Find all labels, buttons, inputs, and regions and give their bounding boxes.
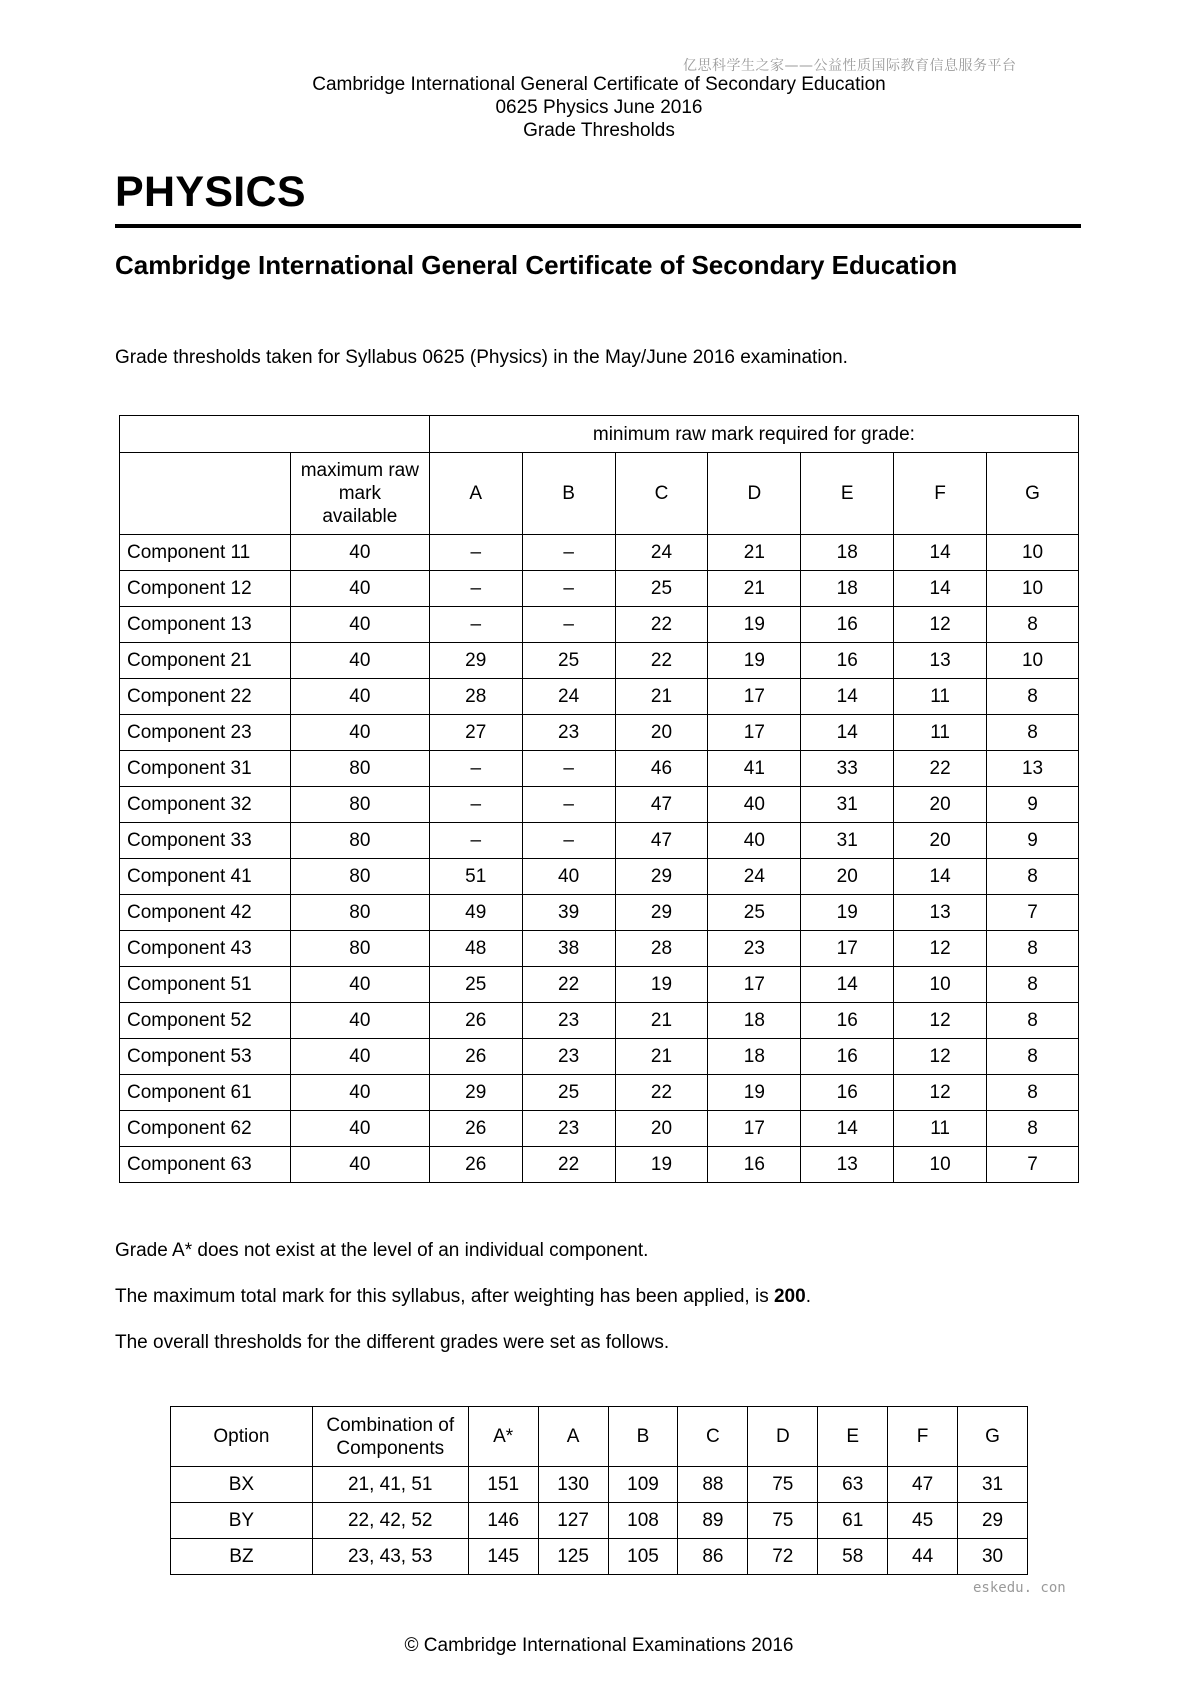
grade-mark-cell: 49 bbox=[429, 895, 522, 931]
grade-mark-cell: 21 bbox=[708, 535, 801, 571]
table-row bbox=[120, 535, 1079, 571]
grade-mark-cell: 31 bbox=[801, 823, 894, 859]
grade-header: G bbox=[987, 453, 1079, 535]
grade-mark-cell: 29 bbox=[615, 895, 708, 931]
grade-mark-cell: 26 bbox=[429, 1039, 522, 1075]
grade-mark-cell: 29 bbox=[958, 1503, 1028, 1539]
note-max-total-text: The maximum total mark for this syllabus, after weighting has been applied, is bbox=[115, 1286, 774, 1307]
grade-mark-cell: 20 bbox=[801, 859, 894, 895]
max-mark-cell: 40 bbox=[290, 1075, 429, 1111]
grade-group-header: minimum raw mark required for grade: bbox=[429, 416, 1078, 453]
watermark-top: 亿思科学生之家——公益性质国际教育信息服务平台 bbox=[683, 58, 1017, 74]
grade-mark-cell: 26 bbox=[429, 1111, 522, 1147]
grade-mark-cell: 39 bbox=[522, 895, 615, 931]
grade-mark-cell: 22 bbox=[615, 643, 708, 679]
grade-mark-cell: 23 bbox=[522, 715, 615, 751]
grade-mark-cell: 38 bbox=[522, 931, 615, 967]
grade-header: A bbox=[429, 453, 522, 535]
grade-mark-cell: 22 bbox=[894, 751, 987, 787]
grade-mark-cell: 75 bbox=[748, 1503, 818, 1539]
max-mark-cell: 40 bbox=[290, 643, 429, 679]
grade-mark-cell: 14 bbox=[894, 535, 987, 571]
grade-mark-cell: 8 bbox=[987, 679, 1079, 715]
grade-mark-cell: 22 bbox=[615, 607, 708, 643]
grade-header: E bbox=[818, 1407, 888, 1467]
grade-mark-cell: – bbox=[429, 535, 522, 571]
table-row bbox=[120, 679, 1079, 715]
max-mark-cell: 80 bbox=[290, 823, 429, 859]
note-astar: Grade A* does not exist at the level of an individual component. bbox=[115, 1240, 649, 1261]
grade-mark-cell: 16 bbox=[708, 1147, 801, 1183]
header-line-2: 0625 Physics June 2016 bbox=[495, 97, 703, 118]
grade-mark-cell: 21 bbox=[615, 679, 708, 715]
combination-cell: 21, 41, 51 bbox=[312, 1467, 468, 1503]
max-mark-cell: 80 bbox=[290, 931, 429, 967]
combination-header bbox=[312, 1407, 468, 1467]
component-name-cell: Component 41 bbox=[120, 859, 291, 895]
max-mark-header-line: mark bbox=[338, 483, 381, 504]
grade-header: C bbox=[615, 453, 708, 535]
grade-mark-cell: 14 bbox=[801, 715, 894, 751]
grade-mark-cell: 12 bbox=[894, 931, 987, 967]
page-subtitle: Cambridge International General Certificate of Secondary Education bbox=[115, 250, 958, 280]
grade-mark-cell: 22 bbox=[522, 1147, 615, 1183]
grade-mark-cell: 61 bbox=[818, 1503, 888, 1539]
grade-mark-cell: 18 bbox=[708, 1039, 801, 1075]
grade-mark-cell: 10 bbox=[987, 643, 1079, 679]
combination-header-line: Combination of bbox=[326, 1414, 455, 1436]
component-name-cell: Component 53 bbox=[120, 1039, 291, 1075]
grade-mark-cell: 47 bbox=[888, 1467, 958, 1503]
table-row bbox=[120, 571, 1079, 607]
grade-mark-cell: 88 bbox=[678, 1467, 748, 1503]
grade-mark-cell: 7 bbox=[987, 1147, 1079, 1183]
table-row bbox=[120, 859, 1079, 895]
grade-mark-cell: 30 bbox=[958, 1539, 1028, 1575]
grade-mark-cell: 8 bbox=[987, 1111, 1079, 1147]
grade-header: G bbox=[958, 1407, 1028, 1467]
component-name-cell: Component 61 bbox=[120, 1075, 291, 1111]
component-name-cell: Component 43 bbox=[120, 931, 291, 967]
table-row bbox=[120, 1111, 1079, 1147]
grade-mark-cell: 25 bbox=[522, 643, 615, 679]
grade-header: F bbox=[894, 453, 987, 535]
grade-mark-cell: 25 bbox=[615, 571, 708, 607]
table-row bbox=[171, 1503, 1028, 1539]
component-name-cell: Component 52 bbox=[120, 1003, 291, 1039]
grade-mark-cell: 12 bbox=[894, 1003, 987, 1039]
grade-mark-cell: 19 bbox=[708, 607, 801, 643]
grade-mark-cell: 31 bbox=[801, 787, 894, 823]
grade-mark-cell: – bbox=[522, 607, 615, 643]
grade-mark-cell: 26 bbox=[429, 1003, 522, 1039]
grade-mark-cell: 17 bbox=[708, 967, 801, 1003]
grade-mark-cell: 16 bbox=[801, 643, 894, 679]
grade-mark-cell: 125 bbox=[538, 1539, 608, 1575]
grade-mark-cell: 19 bbox=[708, 643, 801, 679]
max-mark-cell: 40 bbox=[290, 535, 429, 571]
grade-mark-cell: 20 bbox=[615, 715, 708, 751]
note-max-total-end: . bbox=[805, 1286, 811, 1307]
grade-mark-cell: 72 bbox=[748, 1539, 818, 1575]
note-max-total-value: 200 bbox=[773, 1286, 806, 1307]
grade-mark-cell: 25 bbox=[522, 1075, 615, 1111]
grade-mark-cell: 19 bbox=[801, 895, 894, 931]
grade-mark-cell: 105 bbox=[608, 1539, 678, 1575]
grade-mark-cell: – bbox=[429, 823, 522, 859]
grade-mark-cell: 10 bbox=[987, 535, 1079, 571]
grade-mark-cell: 8 bbox=[987, 607, 1079, 643]
table-row bbox=[120, 823, 1079, 859]
max-mark-cell: 40 bbox=[290, 607, 429, 643]
grade-mark-cell: 47 bbox=[615, 823, 708, 859]
option-cell: BX bbox=[171, 1467, 313, 1503]
grade-header: A* bbox=[468, 1407, 538, 1467]
grade-mark-cell: 23 bbox=[708, 931, 801, 967]
grade-mark-cell: 28 bbox=[429, 679, 522, 715]
page-header bbox=[0, 73, 1190, 142]
watermark-bottom: eskedu. con bbox=[973, 1580, 1066, 1596]
table-row bbox=[120, 1075, 1079, 1111]
grade-mark-cell: 26 bbox=[429, 1147, 522, 1183]
grade-mark-cell: 20 bbox=[894, 787, 987, 823]
table-row bbox=[120, 751, 1079, 787]
overall-threshold-table bbox=[170, 1406, 1028, 1575]
grade-mark-cell: 9 bbox=[987, 787, 1079, 823]
component-name-cell: Component 42 bbox=[120, 895, 291, 931]
max-mark-cell: 80 bbox=[290, 787, 429, 823]
grade-header: E bbox=[801, 453, 894, 535]
grade-mark-cell: – bbox=[522, 571, 615, 607]
grade-mark-cell: 14 bbox=[894, 859, 987, 895]
grade-mark-cell: 151 bbox=[468, 1467, 538, 1503]
title-rule bbox=[115, 224, 1081, 228]
grade-mark-cell: 8 bbox=[987, 931, 1079, 967]
grade-mark-cell: – bbox=[429, 571, 522, 607]
intro-text: Grade thresholds taken for Syllabus 0625 (Physics) in the May/June 2016 examination. bbox=[115, 347, 848, 368]
grade-header: B bbox=[608, 1407, 678, 1467]
grade-mark-cell: 18 bbox=[801, 535, 894, 571]
page-title: PHYSICS bbox=[115, 168, 306, 216]
header-line-1: Cambridge International General Certificate of Secondary Education bbox=[312, 74, 886, 95]
grade-mark-cell: – bbox=[522, 823, 615, 859]
grade-mark-cell: 29 bbox=[429, 1075, 522, 1111]
grade-mark-cell: 33 bbox=[801, 751, 894, 787]
grade-mark-cell: 17 bbox=[801, 931, 894, 967]
grade-mark-cell: 8 bbox=[987, 859, 1079, 895]
grade-mark-cell: 109 bbox=[608, 1467, 678, 1503]
grade-mark-cell: 16 bbox=[801, 1075, 894, 1111]
max-mark-cell: 40 bbox=[290, 1147, 429, 1183]
component-name-cell: Component 11 bbox=[120, 535, 291, 571]
component-name-cell: Component 21 bbox=[120, 643, 291, 679]
component-name-cell: Component 22 bbox=[120, 679, 291, 715]
grade-mark-cell: 47 bbox=[615, 787, 708, 823]
max-mark-cell: 40 bbox=[290, 571, 429, 607]
grade-mark-cell: 16 bbox=[801, 1039, 894, 1075]
grade-mark-cell: 145 bbox=[468, 1539, 538, 1575]
grade-mark-cell: 18 bbox=[708, 1003, 801, 1039]
table-corner-cell bbox=[120, 416, 430, 453]
grade-mark-cell: 22 bbox=[522, 967, 615, 1003]
max-mark-header-line: maximum raw bbox=[300, 460, 419, 481]
header-line-3: Grade Thresholds bbox=[523, 120, 675, 141]
table-row bbox=[120, 967, 1079, 1003]
grade-mark-cell: 23 bbox=[522, 1003, 615, 1039]
note-max-total bbox=[115, 1286, 811, 1308]
grade-header: D bbox=[748, 1407, 818, 1467]
grade-mark-cell: 8 bbox=[987, 967, 1079, 1003]
max-mark-cell: 40 bbox=[290, 1111, 429, 1147]
combination-header-line: Components bbox=[336, 1437, 445, 1459]
grade-mark-cell: 11 bbox=[894, 679, 987, 715]
grade-header: A bbox=[538, 1407, 608, 1467]
grade-mark-cell: 58 bbox=[818, 1539, 888, 1575]
grade-mark-cell: 25 bbox=[429, 967, 522, 1003]
table-row bbox=[120, 715, 1079, 751]
grade-mark-cell: 40 bbox=[522, 859, 615, 895]
grade-mark-cell: 23 bbox=[522, 1111, 615, 1147]
component-name-cell: Component 13 bbox=[120, 607, 291, 643]
grade-mark-cell: 9 bbox=[987, 823, 1079, 859]
grade-mark-cell: – bbox=[429, 787, 522, 823]
option-cell: BY bbox=[171, 1503, 313, 1539]
grade-mark-cell: 11 bbox=[894, 715, 987, 751]
table-row bbox=[171, 1539, 1028, 1575]
max-mark-cell: 40 bbox=[290, 715, 429, 751]
grade-mark-cell: – bbox=[522, 751, 615, 787]
combination-cell: 23, 43, 53 bbox=[312, 1539, 468, 1575]
grade-mark-cell: 45 bbox=[888, 1503, 958, 1539]
grade-mark-cell: 16 bbox=[801, 1003, 894, 1039]
grade-mark-cell: 41 bbox=[708, 751, 801, 787]
table-row bbox=[120, 643, 1079, 679]
grade-mark-cell: 13 bbox=[801, 1147, 894, 1183]
component-threshold-table bbox=[119, 415, 1079, 1183]
grade-mark-cell: 24 bbox=[522, 679, 615, 715]
grade-mark-cell: 23 bbox=[522, 1039, 615, 1075]
grade-mark-cell: 11 bbox=[894, 1111, 987, 1147]
component-name-cell: Component 31 bbox=[120, 751, 291, 787]
grade-mark-cell: 24 bbox=[615, 535, 708, 571]
grade-mark-cell: 29 bbox=[429, 643, 522, 679]
component-name-cell: Component 32 bbox=[120, 787, 291, 823]
grade-mark-cell: 21 bbox=[615, 1039, 708, 1075]
grade-mark-cell: 19 bbox=[615, 967, 708, 1003]
grade-mark-cell: 10 bbox=[894, 967, 987, 1003]
grade-mark-cell: 16 bbox=[801, 607, 894, 643]
grade-mark-cell: 21 bbox=[708, 571, 801, 607]
grade-mark-cell: 17 bbox=[708, 679, 801, 715]
component-name-cell: Component 33 bbox=[120, 823, 291, 859]
grade-mark-cell: 86 bbox=[678, 1539, 748, 1575]
max-mark-cell: 40 bbox=[290, 967, 429, 1003]
grade-header: D bbox=[708, 453, 801, 535]
grade-mark-cell: – bbox=[522, 535, 615, 571]
grade-mark-cell: – bbox=[429, 751, 522, 787]
max-mark-cell: 80 bbox=[290, 751, 429, 787]
grade-mark-cell: 14 bbox=[801, 679, 894, 715]
grade-mark-cell: 31 bbox=[958, 1467, 1028, 1503]
grade-mark-cell: 44 bbox=[888, 1539, 958, 1575]
grade-mark-cell: 51 bbox=[429, 859, 522, 895]
grade-mark-cell: 14 bbox=[801, 967, 894, 1003]
grade-mark-cell: 108 bbox=[608, 1503, 678, 1539]
grade-mark-cell: 13 bbox=[987, 751, 1079, 787]
option-header: Option bbox=[171, 1407, 313, 1467]
table-row bbox=[120, 1039, 1079, 1075]
grade-mark-cell: 10 bbox=[987, 571, 1079, 607]
grade-mark-cell: 20 bbox=[615, 1111, 708, 1147]
max-mark-cell: 40 bbox=[290, 1003, 429, 1039]
grade-mark-cell: 10 bbox=[894, 1147, 987, 1183]
max-mark-cell: 80 bbox=[290, 895, 429, 931]
grade-mark-cell: 17 bbox=[708, 1111, 801, 1147]
grade-mark-cell: 146 bbox=[468, 1503, 538, 1539]
component-name-cell: Component 12 bbox=[120, 571, 291, 607]
max-mark-header-line: available bbox=[322, 506, 398, 527]
grade-mark-cell: 28 bbox=[615, 931, 708, 967]
table-row bbox=[120, 931, 1079, 967]
grade-mark-cell: 29 bbox=[615, 859, 708, 895]
grade-mark-cell: 8 bbox=[987, 715, 1079, 751]
grade-mark-cell: 13 bbox=[894, 895, 987, 931]
grade-mark-cell: 27 bbox=[429, 715, 522, 751]
grade-mark-cell: 75 bbox=[748, 1467, 818, 1503]
grade-mark-cell: 40 bbox=[708, 787, 801, 823]
table-row bbox=[120, 1147, 1079, 1183]
max-mark-cell: 80 bbox=[290, 859, 429, 895]
grade-header: B bbox=[522, 453, 615, 535]
max-mark-cell: 40 bbox=[290, 1039, 429, 1075]
table-row bbox=[120, 1003, 1079, 1039]
grade-mark-cell: 25 bbox=[708, 895, 801, 931]
component-name-cell: Component 51 bbox=[120, 967, 291, 1003]
option-cell: BZ bbox=[171, 1539, 313, 1575]
grade-mark-cell: 63 bbox=[818, 1467, 888, 1503]
grade-mark-cell: 19 bbox=[708, 1075, 801, 1111]
table-row bbox=[120, 787, 1079, 823]
grade-mark-cell: 22 bbox=[615, 1075, 708, 1111]
grade-mark-cell: 17 bbox=[708, 715, 801, 751]
grade-mark-cell: 21 bbox=[615, 1003, 708, 1039]
grade-header: C bbox=[678, 1407, 748, 1467]
component-header-cell bbox=[120, 453, 291, 535]
grade-mark-cell: 14 bbox=[801, 1111, 894, 1147]
grade-mark-cell: 14 bbox=[894, 571, 987, 607]
note-overall: The overall thresholds for the different grades were set as follows. bbox=[115, 1332, 670, 1353]
table-row bbox=[171, 1467, 1028, 1503]
grade-mark-cell: 40 bbox=[708, 823, 801, 859]
grade-mark-cell: 18 bbox=[801, 571, 894, 607]
component-name-cell: Component 63 bbox=[120, 1147, 291, 1183]
combination-cell: 22, 42, 52 bbox=[312, 1503, 468, 1539]
grade-mark-cell: 20 bbox=[894, 823, 987, 859]
grade-mark-cell: 12 bbox=[894, 607, 987, 643]
grade-mark-cell: 24 bbox=[708, 859, 801, 895]
table-row bbox=[120, 895, 1079, 931]
grade-mark-cell: 8 bbox=[987, 1003, 1079, 1039]
grade-mark-cell: 8 bbox=[987, 1039, 1079, 1075]
page-footer: © Cambridge International Examinations 2016 bbox=[404, 1635, 794, 1656]
grade-mark-cell: 19 bbox=[615, 1147, 708, 1183]
grade-mark-cell: 48 bbox=[429, 931, 522, 967]
grade-header: F bbox=[888, 1407, 958, 1467]
grade-mark-cell: 46 bbox=[615, 751, 708, 787]
max-mark-cell: 40 bbox=[290, 679, 429, 715]
grade-mark-cell: 12 bbox=[894, 1075, 987, 1111]
grade-mark-cell: 12 bbox=[894, 1039, 987, 1075]
grade-mark-cell: 13 bbox=[894, 643, 987, 679]
grade-mark-cell: 127 bbox=[538, 1503, 608, 1539]
component-name-cell: Component 23 bbox=[120, 715, 291, 751]
grade-mark-cell: 8 bbox=[987, 1075, 1079, 1111]
table-row bbox=[120, 607, 1079, 643]
grade-mark-cell: 7 bbox=[987, 895, 1079, 931]
grade-mark-cell: 89 bbox=[678, 1503, 748, 1539]
component-name-cell: Component 62 bbox=[120, 1111, 291, 1147]
grade-mark-cell: – bbox=[522, 787, 615, 823]
max-mark-header bbox=[290, 453, 429, 535]
grade-mark-cell: 130 bbox=[538, 1467, 608, 1503]
grade-mark-cell: – bbox=[429, 607, 522, 643]
